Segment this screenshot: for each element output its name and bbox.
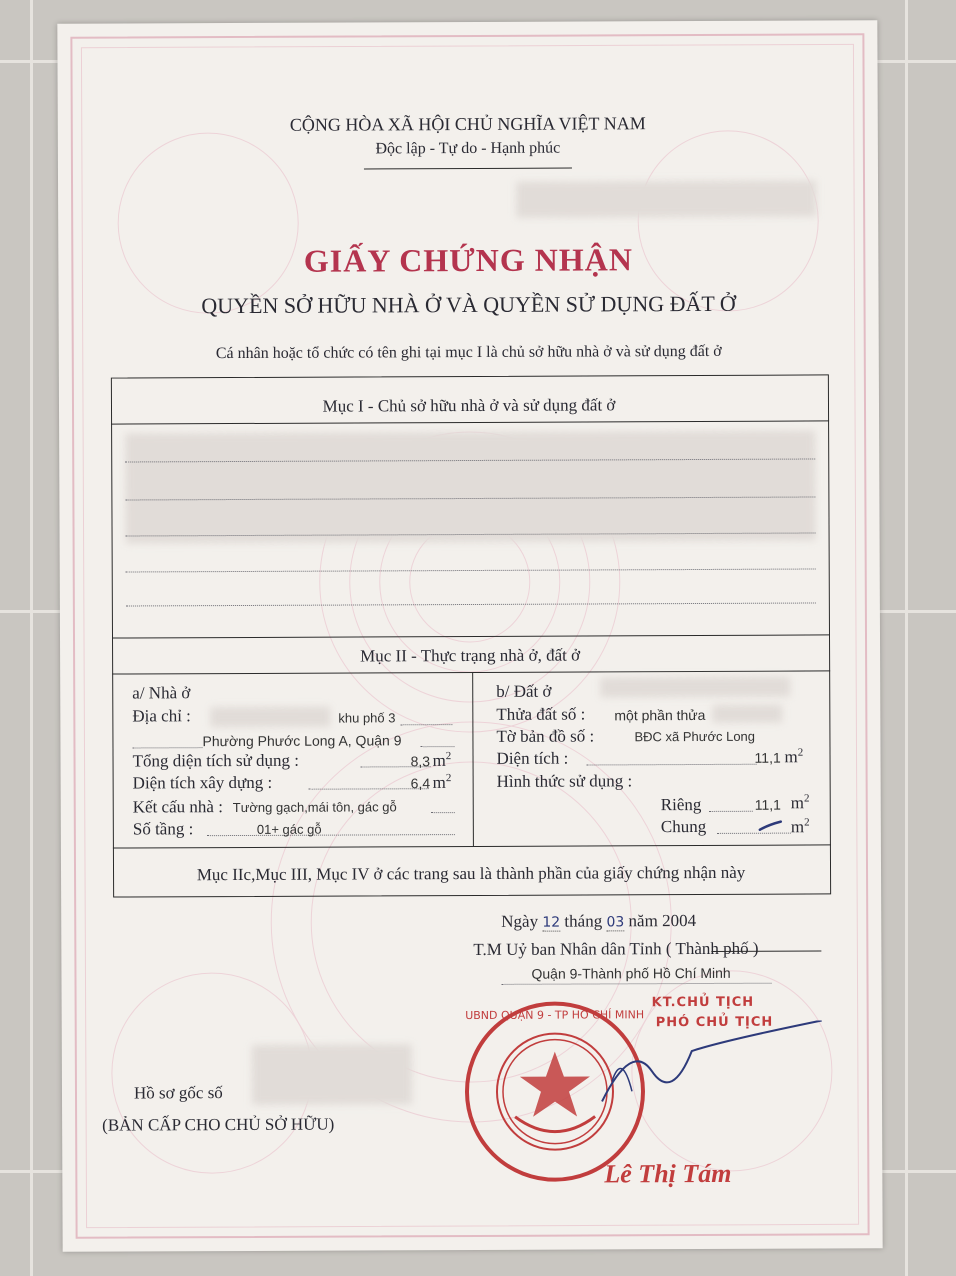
shared-unit [791,817,810,838]
seal-text: UBND QUẬN 9 - TP HỒ CHÍ MINH [465,1008,645,1023]
year-label: năm [628,911,658,931]
unit-sup: 2 [804,816,810,829]
unit-sup: 2 [803,792,810,805]
floor-tile-seam [30,0,33,1276]
certificate-page [57,20,882,1252]
total-area-value: 8,3 [410,753,431,770]
stamp-title2: PHÓ CHỦ TỊCH [655,1014,774,1031]
address-dots [400,724,452,725]
land-title: b/ Đất ở [496,681,552,701]
signature-scribble [522,1020,842,1121]
certificate-title: GIẤY CHỨNG NHẬN [303,241,633,279]
unit: m [790,817,805,837]
build-area-value: 6,4 [410,775,431,792]
date-day: 12 [542,914,561,931]
signer-name: Lê Thị Tám [604,1158,732,1189]
unit-sup: 2 [797,746,804,759]
copy-note: (BẢN CẤP CHO CHỦ SỞ HỮU) [102,1114,335,1135]
date-month: 03 [606,914,625,931]
pen-check-mark [757,819,787,835]
section2-heading: Mục II - Thực trạng nhà ở, đất ở [360,645,581,666]
floor-tile-seam [905,0,908,1276]
unit: m [784,747,798,767]
address-value1: khu phố 3 [338,710,396,726]
authority-line2: Quận 9-Thành phố Hồ Chí Minh [531,964,731,982]
plot-value: một phần thửa [614,706,706,724]
private-dots [709,811,753,812]
map-value: BĐC xã Phước Long [634,728,756,745]
country-name: CỘNG HÒA XÃ HỘI CHỦ NGHĨA VIỆT NAM [289,113,646,135]
redacted-plot-number [712,705,782,723]
total-area-unit [432,750,451,771]
section1-heading: Mục I - Chủ sở hữu nhà ở và sử dụng đất ở [322,395,616,416]
total-area-label: Tổng diện tích sử dụng : [132,750,300,771]
private-unit [791,793,810,814]
land-area-label: Diện tích : [496,748,569,768]
date-prefix: Ngày [501,911,539,931]
date-line [501,911,696,932]
redacted-house-number [210,707,330,728]
unit: m [790,793,805,813]
motto: Độc lập - Tự do - Hạnh phúc [375,139,561,158]
usage-label: Hình thức sử dụng : [496,771,633,791]
floors-label: Số tầng : [132,819,194,839]
structure-dots [431,812,455,813]
redacted-number [516,180,816,217]
map-label: Tờ bản đồ số : [496,726,595,746]
build-area-unit [433,772,452,793]
build-area-label: Diện tích xây dựng : [132,772,273,793]
intro-text: Cá nhân hoặc tổ chức có tên ghi tại mục I là chủ sở hữu nhà ở và sử dụng đất ở [215,342,722,363]
redacted-land-info [600,677,790,698]
unit: m [432,772,446,792]
land-area-value: 11,1 [754,749,781,766]
floors-value: 01+ gác gỗ [256,821,322,837]
shared-label: Chung [660,816,707,837]
footer-note: Mục IIc,Mục III, Mục IV ở các trang sau là thành phần của giấy chứng nhận này [196,862,746,885]
private-label: Riêng [660,794,702,815]
certificate-subtitle: QUYỀN SỞ HỮU NHÀ Ở VÀ QUYỀN SỬ DỤNG ĐẤT Ở [201,290,736,319]
unit-sup: 2 [445,772,452,785]
structure-value: Tường gạch,mái tôn, gác gỗ [232,799,397,816]
private-value: 11,1 [754,796,781,813]
address-value2: Phường Phước Long A, Quận 9 [202,732,402,750]
unit: m [432,750,446,770]
authority-line1: T.M Uỷ ban Nhân dân Tỉnh ( Thành phố ) [473,938,759,959]
date-year: 2004 [661,911,697,931]
unit-sup: 2 [445,750,452,763]
address-dots [420,746,454,747]
address-label: Địa chỉ : [132,706,191,726]
structure-label: Kết cấu nhà : [132,797,223,817]
house-title: a/ Nhà ở [132,683,191,703]
redacted-owner-info [125,430,815,543]
redacted-record-number [252,1044,412,1105]
record-label: Hồ sơ gốc số [133,1083,223,1103]
month-label: tháng [564,911,603,931]
stamp-title1: KT.CHỦ TỊCH [651,994,755,1011]
land-area-unit [784,747,803,768]
plot-label: Thửa đất số : [496,704,586,724]
